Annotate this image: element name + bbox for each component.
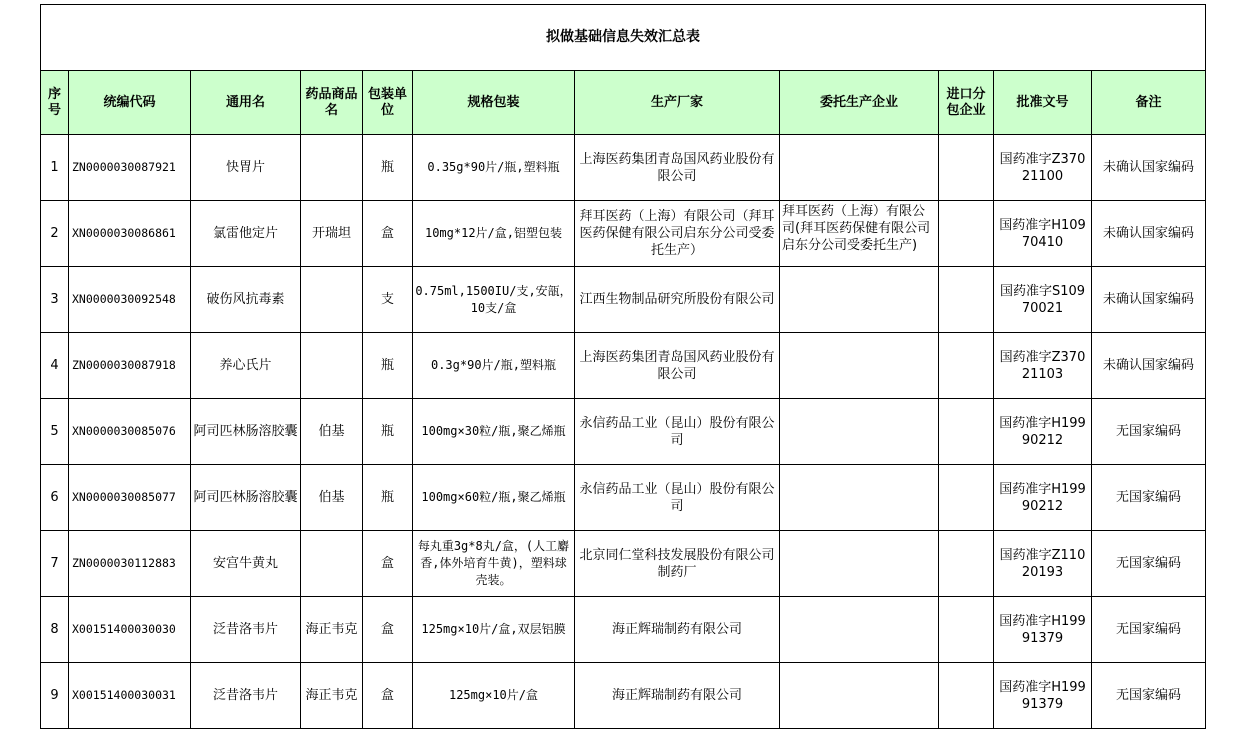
cell-manufacturer: 海正辉瑞制药有限公司 (575, 597, 780, 663)
cell-brand-name: 海正韦克 (301, 663, 363, 729)
header-remark: 备注 (1092, 71, 1206, 135)
cell-entrusted-manufacturer (780, 465, 939, 531)
table-row (41, 531, 1206, 597)
cell-code: ZN0000030112883 (69, 531, 191, 597)
cell-remark: 无国家编码 (1092, 531, 1206, 597)
cell-code: ZN0000030087918 (69, 333, 191, 399)
cell-entrusted-manufacturer (780, 399, 939, 465)
cell-import-packager (939, 267, 994, 333)
cell-brand-name (301, 531, 363, 597)
cell-remark: 无国家编码 (1092, 465, 1206, 531)
header-approval-number: 批准文号 (994, 71, 1092, 135)
cell-package-unit: 盒 (363, 597, 413, 663)
cell-generic-name: 阿司匹林肠溶胶囊 (191, 465, 301, 531)
cell-code: XN0000030085076 (69, 399, 191, 465)
cell-entrusted-manufacturer (780, 597, 939, 663)
cell-spec: 0.75ml,1500IU/支,安瓿，10支/盒 (413, 267, 575, 333)
cell-manufacturer: 上海医药集团青岛国风药业股份有限公司 (575, 333, 780, 399)
header-spec: 规格包装 (413, 71, 575, 135)
header-brand-name: 药品商品名 (301, 71, 363, 135)
cell-manufacturer: 永信药品工业（昆山）股份有限公司 (575, 399, 780, 465)
cell-approval-number: 国药准字Z37021100 (994, 135, 1092, 201)
cell-code: XN0000030086861 (69, 201, 191, 267)
table-row (41, 201, 1206, 267)
cell-code: XN0000030085077 (69, 465, 191, 531)
cell-seq: 4 (41, 333, 69, 399)
header-import-packager: 进口分包企业 (939, 71, 994, 135)
cell-manufacturer: 上海医药集团青岛国风药业股份有限公司 (575, 135, 780, 201)
header-seq: 序号 (41, 71, 69, 135)
cell-import-packager (939, 333, 994, 399)
cell-generic-name: 泛昔洛韦片 (191, 597, 301, 663)
cell-code: X00151400030031 (69, 663, 191, 729)
cell-remark: 无国家编码 (1092, 399, 1206, 465)
cell-seq: 5 (41, 399, 69, 465)
summary-table (40, 4, 1206, 729)
cell-package-unit: 瓶 (363, 135, 413, 201)
cell-import-packager (939, 135, 994, 201)
table-row (41, 267, 1206, 333)
header-package-unit: 包装单位 (363, 71, 413, 135)
cell-import-packager (939, 531, 994, 597)
cell-manufacturer: 江西生物制品研究所股份有限公司 (575, 267, 780, 333)
table-row (41, 333, 1206, 399)
cell-seq: 7 (41, 531, 69, 597)
cell-entrusted-manufacturer (780, 267, 939, 333)
cell-code: ZN0000030087921 (69, 135, 191, 201)
cell-import-packager (939, 663, 994, 729)
cell-brand-name: 伯基 (301, 399, 363, 465)
cell-spec: 0.35g*90片/瓶,塑料瓶 (413, 135, 575, 201)
table-title: 拟做基础信息失效汇总表 (41, 5, 1206, 71)
cell-import-packager (939, 597, 994, 663)
cell-package-unit: 盒 (363, 531, 413, 597)
cell-manufacturer: 拜耳医药（上海）有限公司（拜耳医药保健有限公司启东分公司受委托生产） (575, 201, 780, 267)
cell-package-unit: 瓶 (363, 465, 413, 531)
cell-spec: 125mg×10片/盒,双层铝膜 (413, 597, 575, 663)
cell-generic-name: 氯雷他定片 (191, 201, 301, 267)
cell-brand-name: 海正韦克 (301, 597, 363, 663)
cell-generic-name: 快胃片 (191, 135, 301, 201)
cell-code: XN0000030092548 (69, 267, 191, 333)
cell-spec: 10mg*12片/盒,铝塑包装 (413, 201, 575, 267)
cell-spec: 100mg×30粒/瓶,聚乙烯瓶 (413, 399, 575, 465)
cell-generic-name: 阿司匹林肠溶胶囊 (191, 399, 301, 465)
cell-import-packager (939, 399, 994, 465)
cell-approval-number: 国药准字H19991379 (994, 597, 1092, 663)
cell-import-packager (939, 465, 994, 531)
header-code: 统编代码 (69, 71, 191, 135)
cell-seq: 1 (41, 135, 69, 201)
cell-manufacturer: 海正辉瑞制药有限公司 (575, 663, 780, 729)
cell-remark: 无国家编码 (1092, 597, 1206, 663)
header-entrusted-manufacturer: 委托生产企业 (780, 71, 939, 135)
cell-brand-name: 伯基 (301, 465, 363, 531)
cell-generic-name: 破伤风抗毒素 (191, 267, 301, 333)
cell-package-unit: 盒 (363, 201, 413, 267)
cell-approval-number: 国药准字S10970021 (994, 267, 1092, 333)
cell-entrusted-manufacturer (780, 201, 939, 267)
cell-brand-name (301, 135, 363, 201)
cell-package-unit: 盒 (363, 663, 413, 729)
spreadsheet (40, 4, 1206, 729)
cell-spec: 每丸重3g*8丸/盒，(人工麝香,体外培育牛黄)，塑料球壳装。 (413, 531, 575, 597)
cell-spec: 125mg×10片/盒 (413, 663, 575, 729)
cell-entrusted-manufacturer (780, 663, 939, 729)
cell-approval-number: 国药准字Z11020193 (994, 531, 1092, 597)
header-row (41, 71, 1206, 135)
cell-approval-number: 国药准字Z37021103 (994, 333, 1092, 399)
cell-package-unit: 支 (363, 267, 413, 333)
cell-brand-name (301, 333, 363, 399)
cell-seq: 9 (41, 663, 69, 729)
cell-text: 拜耳医药（上海）有限公司(拜耳医药保健有限公司启东分公司受委托生产) (782, 204, 931, 253)
cell-brand-name (301, 267, 363, 333)
cell-seq: 2 (41, 201, 69, 267)
table-row (41, 663, 1206, 729)
cell-entrusted-manufacturer (780, 531, 939, 597)
cell-package-unit: 瓶 (363, 333, 413, 399)
cell-approval-number: 国药准字H19991379 (994, 663, 1092, 729)
table-row (41, 399, 1206, 465)
cell-brand-name: 开瑞坦 (301, 201, 363, 267)
table-row (41, 597, 1206, 663)
cell-entrusted-manufacturer (780, 333, 939, 399)
cell-generic-name: 泛昔洛韦片 (191, 663, 301, 729)
cell-approval-number: 国药准字H10970410 (994, 201, 1092, 267)
cell-seq: 8 (41, 597, 69, 663)
cell-generic-name: 养心氏片 (191, 333, 301, 399)
cell-code: X00151400030030 (69, 597, 191, 663)
cell-approval-number: 国药准字H19990212 (994, 465, 1092, 531)
cell-approval-number: 国药准字H19990212 (994, 399, 1092, 465)
cell-manufacturer: 永信药品工业（昆山）股份有限公司 (575, 465, 780, 531)
cell-seq: 6 (41, 465, 69, 531)
table-row (41, 465, 1206, 531)
cell-import-packager (939, 201, 994, 267)
cell-seq: 3 (41, 267, 69, 333)
cell-spec: 100mg×60粒/瓶,聚乙烯瓶 (413, 465, 575, 531)
cell-remark: 未确认国家编码 (1092, 267, 1206, 333)
cell-spec: 0.3g*90片/瓶,塑料瓶 (413, 333, 575, 399)
cell-remark: 未确认国家编码 (1092, 135, 1206, 201)
cell-remark: 未确认国家编码 (1092, 333, 1206, 399)
table-row (41, 135, 1206, 201)
header-generic-name: 通用名 (191, 71, 301, 135)
cell-package-unit: 瓶 (363, 399, 413, 465)
cell-generic-name: 安宫牛黄丸 (191, 531, 301, 597)
cell-entrusted-manufacturer (780, 135, 939, 201)
cell-remark: 无国家编码 (1092, 663, 1206, 729)
cell-remark: 未确认国家编码 (1092, 201, 1206, 267)
header-manufacturer: 生产厂家 (575, 71, 780, 135)
cell-manufacturer: 北京同仁堂科技发展股份有限公司制药厂 (575, 531, 780, 597)
